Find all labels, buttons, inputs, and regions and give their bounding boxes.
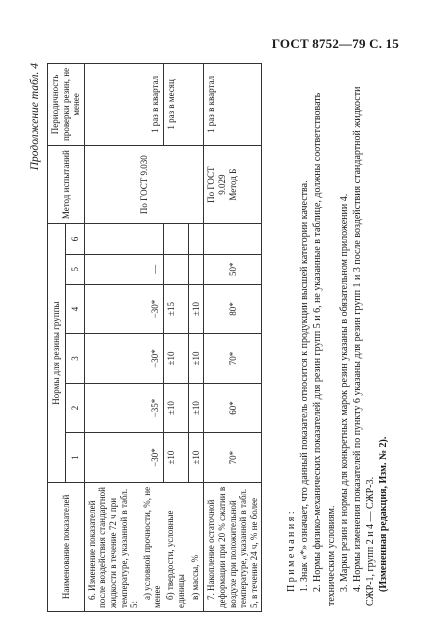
cell-6c-g2: ±10 [188,383,204,433]
col-header-method: Метод испытаний [48,145,85,224]
row6-c-label: в) массы, % [188,482,204,611]
group-1: 1 [66,433,84,483]
cell-6a-g2: −35* [84,383,163,433]
table-row-6 [84,64,163,612]
col-header-periodicity: Периодичность проверки резин, не менее [48,64,85,146]
cell-6b-g3: ±10 [163,334,188,384]
cell-6b-g2: ±10 [163,383,188,433]
row7-method: По ГОСТ 9.029 Метод Б [204,145,262,224]
edition-note: (Измененная редакция, Изм. № 2). [378,436,390,592]
table-row-7 [204,64,262,612]
table-caption: Продолжение табл. 4 [29,63,41,171]
col-header-name: Наименование показателей [48,482,85,611]
cell-7-g3: 70* [204,334,262,384]
col-header-groups: Нормы для резины группы [48,224,66,482]
group-4: 4 [66,284,84,334]
cell-6c-g1: ±10 [188,433,204,483]
header-row-1 [48,64,66,612]
note-1: 1. Знак «*» означает, что данный показатель относится к продукции высшей категории качества. [299,180,311,592]
row7-period: 1 раз в квартал [204,64,262,146]
cell-6b-g1: ±10 [163,433,188,483]
cell-7-g5: 50* [204,254,262,284]
rotated-content [27,57,392,612]
cell-6a-g5: — [84,254,163,284]
norms-table [47,63,262,612]
row6-b-label: б) твердости, условные единицы [163,482,188,611]
cell-7-g4: 80* [204,284,262,334]
cell-6c-g3: ±10 [188,334,204,384]
group-6: 6 [66,224,84,254]
cell-7-g1: 70* [204,433,262,483]
row6-title: 6. Изменение показателей после воздействия стандартной жидкости в течение 72 ч при температуре, указанной в табл. 5: а) условной прочности, %, не менее [84,482,163,611]
cell-6b-g6 [163,224,188,254]
cell-6b-g4: ±15 [163,284,188,334]
cell-6a-g4: −30* [84,284,163,334]
notes-section [285,66,391,606]
row6-period-b: 1 раз в месяц [163,64,204,146]
cell-6a-g1: −30* [84,433,163,483]
note-3: 3. Марки резин и нормы для конкретных марок резин указаны в обязательном приложении 4. [338,193,350,592]
cell-6c-g6 [188,224,204,254]
cell-7-g2: 60* [204,383,262,433]
row7-title: 7. Накопление остаточной деформации при 20 % сжатии в воздухе при положительной температуре, указанной в табл. 5, в течение 24 ч, % не более [204,482,262,611]
group-5: 5 [66,254,84,284]
cell-6b-g5 [163,254,188,284]
group-2: 2 [66,383,84,433]
note-4: 4. Нормы изменения показателей по пункту 6 указаны для резин групп 1 и 3 после воздействия стандартной жидкости СЖР-1, групп 2 и 4 — СЖР-3. [351,86,377,606]
cell-6c-g5 [188,254,204,284]
note-2: 2. Нормы физико-механических показателей для резин групп 5 и 6, не указанные в таблице, должны соответствовать техническим условиям. [312,92,337,606]
group-3: 3 [66,334,84,384]
row6-method: По ГОСТ 9.030 [84,145,204,224]
notes-title: Примечания: [286,508,297,592]
cell-7-g6 [204,224,262,254]
cell-6c-g4: ±10 [188,284,204,334]
page-header: ГОСТ 8752—79 С. 15 [271,36,399,51]
cell-6a-g6 [84,224,163,254]
cell-6a-g3: −30* [84,334,163,384]
row6-period-a: 1 раз в квартал [84,64,163,146]
